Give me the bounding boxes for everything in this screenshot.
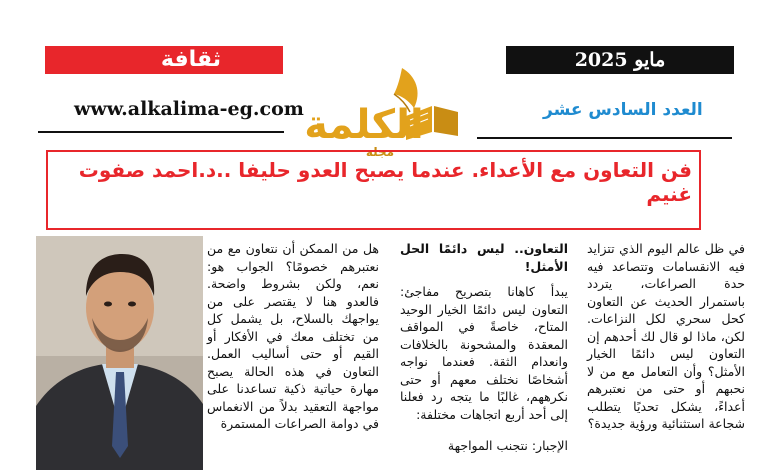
column-left-text: هل من الممكن أن نتعاون مع من نعتبرهم خصومًا؟ الجواب هو: نعم، ولكن بشروط واضحة. فالعدو هنا لا يقتصر على من يواجهك بالسلاح، بل يشمل كل من تختلف معك في الأفكار أو القيم أو حتى أساليب العمل. التعاون في هذه الحالة يصبح مهارة حياتية ذكية تساعدنا على مواجهة التعقيد بدلاً من الانغماس في دوامة الصراعات المستمرة bbox=[207, 241, 379, 431]
logo-text: الكلمة bbox=[306, 102, 424, 148]
author-photo bbox=[36, 236, 203, 470]
section-banner bbox=[45, 46, 283, 74]
article-headline: فن التعاون مع الأعداء. عندما يصبح العدو حليفا ..د.احمد صفوت غنيم bbox=[78, 158, 692, 206]
article-column-left bbox=[207, 240, 379, 433]
magazine-logo bbox=[306, 60, 466, 160]
column-middle-heading: التعاون.. ليس دائمًا الحل الأمثل! bbox=[400, 241, 568, 274]
column-middle-tail: الإجبار: نتجنب المواجهة bbox=[447, 438, 568, 453]
logo-subtext: مجلة bbox=[365, 145, 395, 159]
website-url[interactable]: www.alkalima-eg.com bbox=[74, 98, 304, 120]
issue-date: مايو 2025 bbox=[574, 49, 666, 71]
header-divider-right bbox=[477, 137, 732, 139]
article-column-right bbox=[587, 240, 745, 433]
section-label: ثقافة bbox=[160, 47, 221, 72]
date-banner bbox=[506, 46, 734, 74]
article-column-middle bbox=[400, 240, 568, 455]
header-divider-left bbox=[38, 131, 284, 133]
issue-number: العدد السادس عشر bbox=[543, 100, 703, 120]
quill-book-logo-icon bbox=[306, 60, 466, 160]
column-middle-text: يبدأ كاهانا بتصريح مفاجئ: التعاون ليس دائمًا الخيار الوحيد المتاح، خاصةً في المواقف المعقدة والمشحونة بالخلافات وانعدام الثقة. فعندما نواجه أشخاصًا نختلف معهم أو حتى نكرههم، غالبًا ما يتجه رد فعلنا إلى أحد أربع اتجاهات مختلفة: bbox=[400, 284, 568, 422]
author-portrait-icon bbox=[36, 236, 203, 470]
column-right-text: في ظل عالم اليوم الذي تتزايد فيه الانقسامات وتتصاعد فيه حدة الصراعات، يتردد باستمرار الحديث عن التعاون كحل سحري لكل النزاعات. لكن، ماذا لو قال لك أحدهم إن التعاون ليس دائمًا الخيار الأمثل؟ وأن التعامل مع من لا نحبهم أو حتى من نعتبرهم أعداءً، يشكل تحديًا يتطلب شجاعة استثنائية ورؤية جديدة؟ bbox=[587, 241, 745, 431]
